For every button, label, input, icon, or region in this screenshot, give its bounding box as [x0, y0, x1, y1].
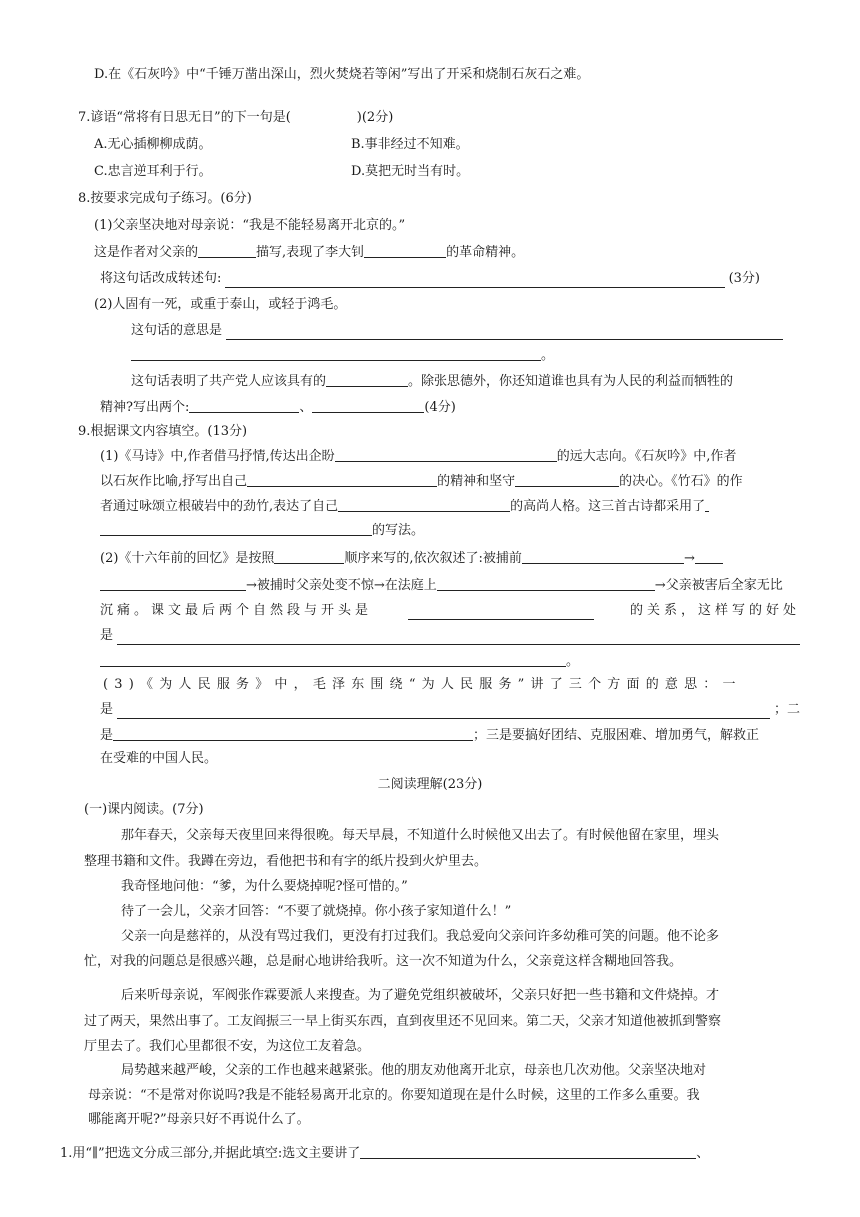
- q9-p3-line2: [100, 701, 800, 719]
- q9-p2-period: 。: [566, 654, 580, 669]
- q9-p3-blank-1[interactable]: [117, 704, 770, 719]
- q9-p1-text-b: 的远大志向。《石灰吟》中,作者: [556, 449, 737, 464]
- passage-p3: 待了一会儿，父亲才回答：“不要了就烧掉。你小孩子家知道什么！”: [121, 904, 512, 919]
- q8-two-names-line: [100, 398, 456, 417]
- q8-s1-text-b: 描写,表现了李大钊: [256, 245, 365, 260]
- passage-p5-l1: 后来听母亲说，军阀张作霖要派人来搜查。为了避免党组织被破坏，父亲只好把一些书籍和文件烧掉。才: [121, 988, 720, 1003]
- q9-p2-line4: [100, 627, 800, 645]
- reading-q1-text: 1.用“∥”把选文分成三部分,并据此填空:选文主要讲了: [60, 1146, 361, 1161]
- q9-p1-blank-5b[interactable]: [100, 521, 372, 536]
- q9-p1-text-e: 的决心。《竹石》的作: [619, 474, 743, 489]
- q8-convert-label: 将这句话改成转述句:: [100, 271, 222, 286]
- q9-p1-blank-1[interactable]: [335, 447, 557, 462]
- q9-p1-blank-2[interactable]: [247, 472, 437, 487]
- q7-stem: 7.谚语“常将有日思无日”的下一句是(: [78, 110, 291, 125]
- q9-p2-blank-4[interactable]: [437, 576, 655, 591]
- q9-p2-blank-5[interactable]: [408, 605, 594, 620]
- q8-meaning-blank-2[interactable]: [131, 346, 541, 361]
- q9-p3-blank-2[interactable]: [113, 726, 473, 741]
- q9-p3-text-c: ；二: [773, 702, 800, 717]
- q9-p2-text-e: 沉痛。课文最后两个自然段与开头是: [100, 603, 373, 618]
- q9-p3-line1: (3)《为人民服务》中，毛泽东围绕“为人民服务”讲了三个方面的意思：一: [103, 677, 742, 692]
- q9-p1-text-g: 的高尚人格。这三首古诗都采用了: [510, 499, 706, 514]
- passage-p4-l1: 父亲一向是慈祥的，从没有骂过我们，更没有打过我们。我总爱向父亲问许多幼稚可笑的问题。他不论多: [121, 929, 720, 944]
- q9-p3-text-e: ；三是要搞好团结、克服困难、增加勇气，解救正: [473, 728, 760, 743]
- q8-meaning-period: 。: [541, 348, 555, 363]
- q7-answer-blank[interactable]: [291, 109, 357, 123]
- q8-spirit-blank[interactable]: [326, 372, 408, 387]
- passage-p4-l2: 忙，对我的问题总是很感兴趣，总是耐心地讲给我听。这一次不知道为什么，父亲竟这样含糊地回答我。: [84, 954, 683, 969]
- reading-q1-tail: 、: [696, 1146, 710, 1161]
- q9-p1-line3: [100, 497, 709, 516]
- q9-p1-line1: [100, 447, 736, 466]
- q7-option-c[interactable]: C.忠言逆耳利于行。: [94, 164, 212, 179]
- q9-p2-text-f: 的关系，这样写的好处: [629, 603, 800, 618]
- section-subtitle: (一)课内阅读。(7分): [84, 802, 204, 817]
- question-7: [78, 109, 393, 127]
- q9-p3-line3: [100, 726, 759, 745]
- q8-s1-fill-line: [94, 243, 524, 262]
- passage-p5-l3: 厅里去了。我们心里都很不安，为这位工友着急。: [84, 1039, 371, 1054]
- passage-p5-l2: 过了两天，果然出事了。工友阎振三一早上街买东西，直到夜里还不见回来。第二天，父亲才知道他被抓到警察: [84, 1014, 722, 1029]
- q8-name-blank-2[interactable]: [312, 398, 424, 413]
- q9-p2-blank-1[interactable]: [274, 549, 344, 564]
- q8-meaning-line: [131, 322, 783, 340]
- q9-p1-text-a: (1)《马诗》中,作者借马抒情,传达出企盼: [100, 449, 335, 464]
- q9-p3-text-b: 是: [100, 702, 114, 717]
- q8-sentence-1: (1)父亲坚决地对母亲说：“我是不能轻易离开北京的。”: [94, 218, 406, 233]
- q9-p2-blank-6[interactable]: [117, 630, 800, 645]
- reading-q1-blank[interactable]: [360, 1144, 696, 1159]
- q9-p2-text-b: 顺序来写的,依次叙述了:被捕前: [344, 551, 522, 566]
- q8-spirit-text-a: 这句话表明了共产党人应该具有的: [131, 374, 327, 389]
- q9-p2-line2: [100, 576, 783, 595]
- q8-convert-line: [100, 270, 760, 288]
- q9-p1-line2: [100, 472, 743, 491]
- passage-p6-l1: 局势越来越严峻，父亲的工作也越来越紧张。他的朋友劝他离开北京，母亲也几次劝他。父亲坚决地对: [121, 1063, 707, 1078]
- q8-spirit-text-b: 。除张思德外，你还知道谁也具有为人民的利益而牺牲的: [408, 374, 734, 389]
- q9-p1-text-h: 的写法。: [372, 523, 425, 538]
- passage-p6-l3: 哪能离开呢?”母亲只好不再说什么了。: [88, 1112, 310, 1127]
- question-9: 9.根据课文内容填空。(13分): [78, 424, 248, 439]
- q9-p2-text-c: →被捕时父亲处变不惊→在法庭上: [246, 578, 437, 593]
- q8-s1-blank-2[interactable]: [364, 243, 446, 258]
- q9-p1-blank-3[interactable]: [515, 472, 619, 487]
- q9-p2-line1: [100, 549, 723, 568]
- q9-p3-line4: 在受难的中国人民。: [100, 751, 218, 766]
- q8-convert-score: (3分): [728, 271, 760, 286]
- q9-p1-line4: [100, 521, 424, 540]
- q9-p2-blank-7[interactable]: [100, 652, 566, 667]
- q9-p2-text-g: 是: [100, 628, 114, 643]
- q9-p1-blank-5a[interactable]: [705, 497, 709, 512]
- q8-name-sep: 、: [299, 400, 313, 415]
- q9-p1-text-f: 者通过咏颂立根破岩中的劲竹,表达了自己: [100, 499, 339, 514]
- q7-option-b[interactable]: B.事非经过不知难。: [351, 137, 469, 152]
- passage-p1-l2: 整理书籍和文件。我蹲在旁边，看他把书和有字的纸片投到火炉里去。: [84, 854, 488, 869]
- option-d-prev: D.在《石灰吟》中“千锤万凿出深山，烈火焚烧若等闲”写出了开采和烧制石灰石之难。: [94, 67, 590, 82]
- passage-p6-l2: 母亲说：“不是常对你说吗?我是不能轻易离开北京的。你要知道现在是什么时候，这里的工作多么重要。我: [88, 1088, 700, 1103]
- q9-p2-arrow: →: [683, 551, 695, 566]
- q8-s1-blank-1[interactable]: [198, 243, 256, 258]
- q9-p2-blank-3b[interactable]: [100, 576, 246, 591]
- q9-p3-text-d: 是: [100, 728, 114, 743]
- q7-stem-end: )(2分): [356, 110, 394, 125]
- reading-question-1: [60, 1144, 709, 1163]
- q8-s1-text-c: 的革命精神。: [446, 245, 525, 260]
- q8-spirit-score: (4分): [424, 400, 456, 415]
- q9-p1-text-c: 以石灰作比喻,抒写出自己: [100, 474, 248, 489]
- q9-p1-text-d: 的精神和坚守: [437, 474, 516, 489]
- q9-p2-line5: [100, 652, 579, 671]
- q8-meaning-label: 这句话的意思是: [131, 323, 223, 338]
- q8-name-blank-1[interactable]: [189, 398, 299, 413]
- q9-p2-text-d: →父亲被害后全家无比: [654, 578, 783, 593]
- passage-p1-l1: 那年春天，父亲每天夜里回来得很晚。每天早晨，不知道什么时候他又出去了。有时候他留在家里，埋头: [121, 828, 720, 843]
- q8-s1-text-a: 这是作者对父亲的: [94, 245, 199, 260]
- q9-p1-blank-4[interactable]: [338, 497, 510, 512]
- q8-meaning-blank-1[interactable]: [226, 325, 783, 340]
- q7-option-a[interactable]: A.无心插柳柳成荫。: [94, 137, 212, 152]
- q9-p2-blank-3a[interactable]: [695, 549, 723, 564]
- section-title: 二阅读理解(23分): [377, 777, 483, 792]
- q8-sentence-2: (2)人固有一死，或重于泰山，或轻于鸿毛。: [94, 297, 347, 312]
- q7-option-d[interactable]: D.莫把无时当有时。: [351, 164, 470, 179]
- q8-two-names-label: 精神?写出两个:: [100, 400, 190, 415]
- question-8: 8.按要求完成句子练习。(6分): [78, 191, 252, 206]
- passage-p2: 我奇怪地问他：“爹，为什么要烧掉呢?怪可惜的。”: [121, 879, 408, 894]
- q8-convert-blank[interactable]: [225, 273, 724, 288]
- q8-meaning-line-2: [131, 346, 554, 365]
- q9-p2-line3: [100, 602, 800, 620]
- q9-p2-blank-2[interactable]: [522, 549, 684, 564]
- q9-p2-text-a: (2)《十六年前的回忆》是按照: [100, 551, 275, 566]
- q8-spirit-line: [131, 372, 733, 391]
